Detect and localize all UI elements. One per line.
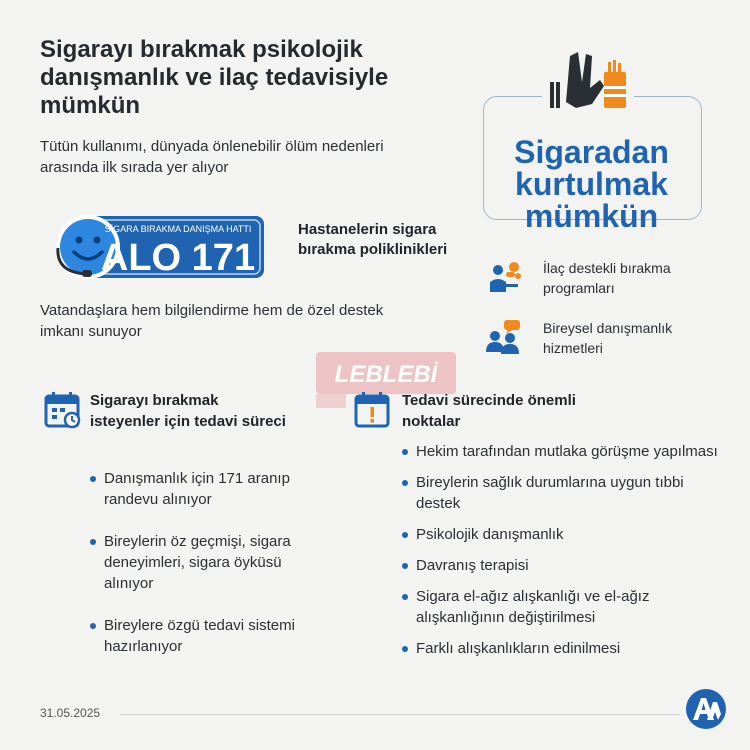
page-title: Sigarayı bırakmak psikolojik danışmanlık ve ilaç tedavisiyle mümkün [40, 36, 389, 119]
watermark-text: LEBLEBİ [334, 361, 438, 388]
list-item: Bireylerin öz geçmişi, sigara deneyimleri, sigara öyküsü alınıyor [90, 531, 310, 594]
alo-171-hotline-badge [52, 212, 268, 282]
list-item: Hekim tarafından mutlaka görüşme yapılması [402, 441, 722, 462]
list-item: Davranış terapisi [402, 555, 722, 576]
list-item: Farklı alışkanlıkların edinilmesi [402, 638, 722, 659]
hotline-banner-text: SİGARA BIRAKMA DANIŞMA HATTI [104, 224, 252, 234]
calendar-icon [42, 390, 82, 430]
alert-calendar-icon [352, 390, 392, 430]
list-item: Danışmanlık için 171 aranıp randevu alınıyor [90, 468, 310, 510]
list-item: Bireylere özgü tedavi sistemi hazırlanıyor [90, 615, 310, 657]
publish-date: 31.05.2025 [40, 706, 101, 720]
treatment-process-title: Sigarayı bırakmak isteyenler için tedavi süreci [90, 392, 286, 430]
subtitle: Tütün kullanımı, dünyada önlenebilir ölüm nedenleri arasında ilk sırada yer alıyor [40, 138, 384, 176]
stop-hand-cigarette-icon [542, 42, 634, 118]
list-item: Psikolojik danışmanlık [402, 524, 722, 545]
brand-slogan: Sigaradan kurtulmak mümkün [514, 134, 669, 234]
list-item: Sigara el-ağız alışkanlığı ve el-ağız alışkanlığının değiştirilmesi [402, 586, 722, 628]
list-item: Bireylerin sağlık durumlarına uygun tıbbi destek [402, 472, 722, 514]
feature-counseling-label: Bireysel danışmanlık hizmetleri [543, 320, 673, 356]
footer-divider [120, 714, 680, 715]
alo-badge-graphic [52, 212, 268, 282]
counseling-icon [484, 318, 524, 358]
hospitals-label: Hastanelerin sigara bırakma poliklinikleri [298, 221, 448, 258]
hotline-number: ALO 171 [100, 237, 256, 279]
aa-logo-icon [685, 688, 727, 730]
medication-icon [484, 258, 524, 298]
treatment-process-list [90, 468, 310, 657]
feature-medication-label: İlaç destekli bırakma programları [543, 260, 671, 296]
important-points-title: Tedavi sürecinde önemli noktalar [402, 392, 576, 430]
citizens-support-text: Vatandaşlara hem bilgilendirme hem de özel destek imkanı sunuyor [40, 302, 384, 340]
important-points-list [402, 441, 722, 659]
